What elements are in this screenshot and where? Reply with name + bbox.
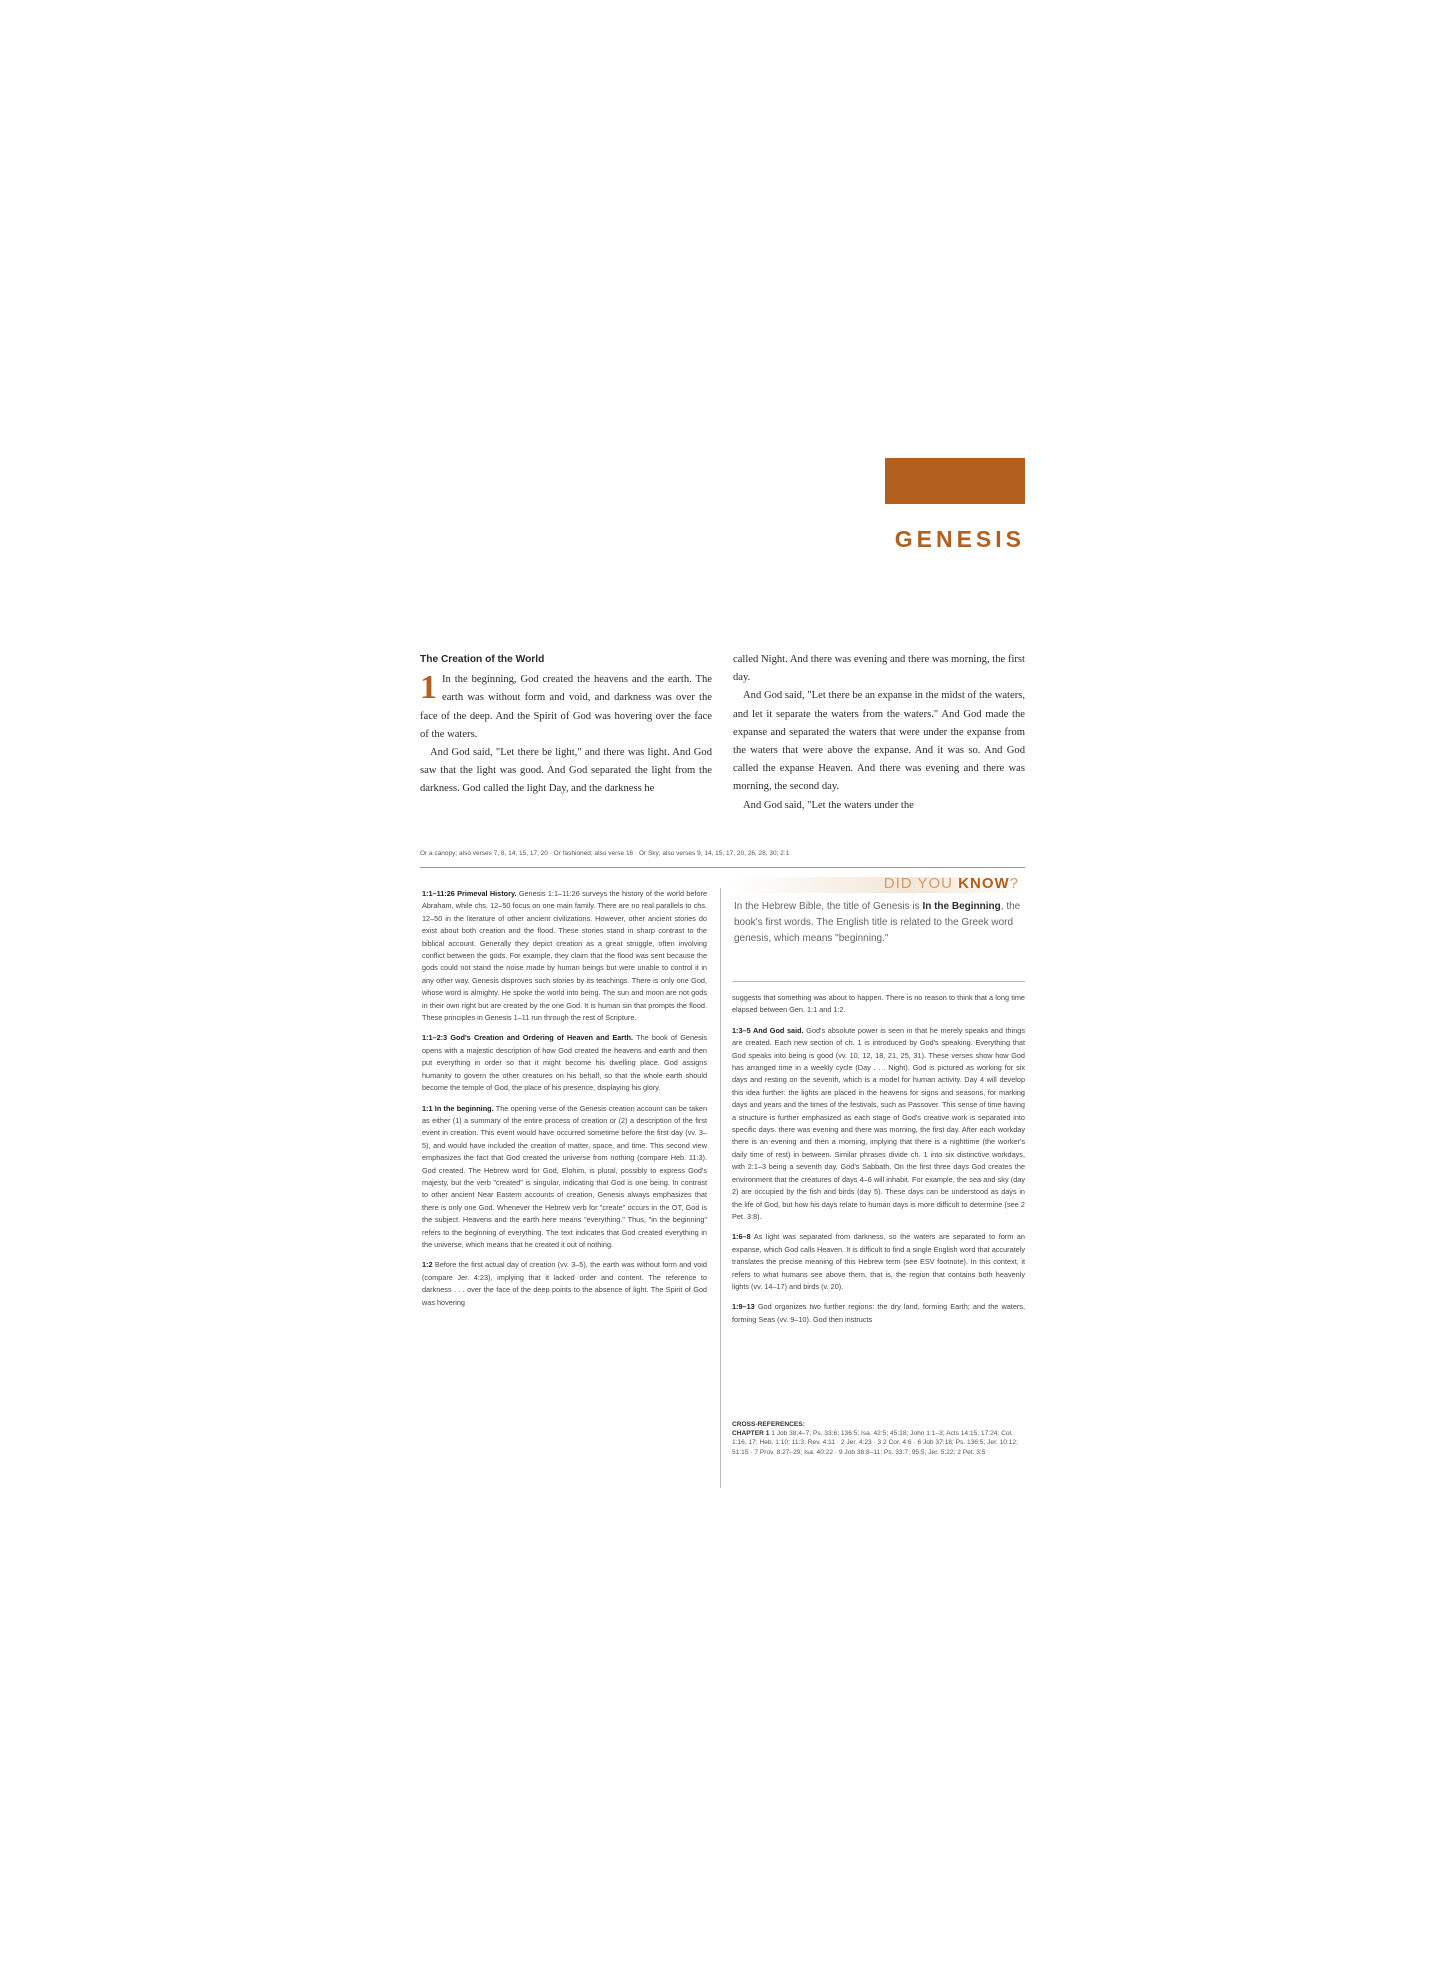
dyk-text: In the Hebrew Bible, the title of Genesis is <box>734 901 923 912</box>
did-you-know-box <box>732 873 1025 982</box>
dyk-title-light: DID YOU <box>883 875 959 892</box>
note-ref: 1:9–13 <box>732 1302 755 1312</box>
horizontal-divider <box>420 867 1025 868</box>
scripture-paragraph: In the beginning, God created the heavens and the earth. The earth was without form and void, and darkness was over the face of the deep. And the Spirit of God was hovering over the face of the waters. <box>420 674 712 740</box>
study-note <box>422 1259 707 1309</box>
scripture-text <box>420 651 1025 831</box>
did-you-know-title <box>884 875 1019 892</box>
cross-references-text: 1 Job 38:4–7; Ps. 33:6; 136:5; Isa. 42:5; 45:18; John 1:1–3; Acts 14:15; 17:24; Col. 1:16, 17; Heb. 1:10; 11:3; Rev. 4:11 · 2 Jer. 4:23 · 3 2 Cor. 4:6 · 6 Job 37:18; Ps. 136:5; Jer. 10:12; 51:15 · 7 Prov. 8:27–29; Isa. 40:22 · 9 Job 38:8–11; Ps. 33:7; 95:5; Jer. 5:22; 2 Pet. 3:5 <box>732 1430 1018 1456</box>
cross-references-chapter: CHAPTER 1 <box>732 1430 770 1438</box>
column-divider <box>720 888 721 1488</box>
note-ref: 1:1–2:3 God's Creation and Ordering of Heaven and Earth. <box>422 1033 634 1043</box>
note-text: God organizes two further regions: the dry land, forming Earth; and the waters, forming Seas (vv. 9–10). God then instructs <box>732 1302 1026 1324</box>
did-you-know-text <box>734 899 1022 947</box>
section-heading: The Creation of the World <box>420 654 545 665</box>
note-ref: 1:1 In the beginning. <box>422 1103 494 1113</box>
study-note <box>732 1301 1025 1326</box>
scripture-column-left <box>420 651 712 799</box>
study-note <box>422 1103 707 1252</box>
note-text: The book of Genesis opens with a majestic description of how God created the heavens and earth and then put everything in order so that it might become his dwelling place. God assigns humanity to govern the other creatures on his behalf, so that the whole earth should become the temple of God, the place of his presence, displaying his glory. <box>422 1033 707 1093</box>
study-note <box>422 888 707 1024</box>
cross-references-heading: CROSS-REFERENCES: <box>732 1421 805 1428</box>
scripture-paragraph: called Night. And there was evening and there was morning, the first day. <box>733 654 1025 684</box>
cross-references <box>732 1420 1025 1457</box>
study-notes-right <box>732 992 1025 1334</box>
chapter-number: 1 <box>420 669 437 707</box>
note-ref: 1:1–11:26 Primeval History. <box>422 889 517 898</box>
note-text: suggests that something was about to happen. There is no reason to think that a long time elapsed between Gen. 1:1 and 1:2. <box>732 993 1025 1015</box>
study-note <box>732 1025 1025 1224</box>
note-text: The opening verse of the Genesis creation account can be taken as either (1) a summary of the entire process of creation or (2) a description of the first event in creation. This event would have occurred sometime before the first day (vv. 3–5), and would have included the creation of matter, space, and time. This second view emphasizes the fact that God created the universe from nothing (compare Heb. 11:3). God created. The Hebrew word for God, Elohim, is plural, possibly to express God's majesty, but the verb "created" is singular, indicating that God is one being. In contrast to other ancient Near Eastern accounts of creation, Genesis always emphasizes that there is only one God. Whenever the Hebrew verb for "create" occurs in the OT, God is the subject. Heavens and the earth here means "everything." Thus, "in the beginning" refers to the beginning of everything. The text indicates that God created everything in the universe, which means that he created it out of nothing. <box>422 1103 707 1249</box>
note-text: Before the first actual day of creation (vv. 3–5), the earth was without form and void (compare Jer. 4:23), implying that it lacked order and content. The reference to darkness . . . over the face of the deep points to the absence of light. The Spirit of God was hovering <box>422 1260 707 1307</box>
scripture-paragraph: And God said, "Let there be an expanse in the midst of the waters, and let it separate the waters from the waters." And God made the expanse and separated the waters that were under the expanse from the waters that were above the expanse. And it was so. And God called the expanse Heaven. And there was evening and there was morning, the second day. <box>733 690 1025 793</box>
dyk-title-mark: ? <box>1009 875 1019 892</box>
dyk-title-bold: KNOW <box>958 875 1010 892</box>
note-ref: 1:2 <box>422 1260 433 1270</box>
study-note <box>422 1032 707 1094</box>
dyk-text-bold: In the Beginning <box>922 901 1001 912</box>
study-note <box>732 1231 1025 1293</box>
dyk-text: , the book's first words. The English title is related to the Greek word genesis, which means "beginning." <box>734 901 1021 944</box>
book-title: GENESIS <box>894 526 1025 552</box>
note-ref: 1:6–8 <box>732 1232 751 1242</box>
study-note <box>732 992 1025 1017</box>
translation-footnotes: Or a canopy; also verses 7, 8, 14, 15, 17, 20 · Or fashioned; also verse 16 · Or Sky; also verses 9, 14, 15, 17, 20, 26, 28, 30; 2:1 <box>420 850 790 857</box>
book-color-tab <box>885 458 1025 504</box>
scripture-paragraph: And God said, "Let the waters under the <box>743 799 914 811</box>
scripture-paragraph: And God said, "Let there be light," and there was light. And God saw that the light was good. And God separated the light from the darkness. God called the light Day, and the darkness he <box>420 747 712 795</box>
study-notes-left <box>422 888 707 1317</box>
bible-page <box>420 458 1025 1488</box>
note-text: As light was separated from darkness, so the waters are separated to form an expanse, which God calls Heaven. It is difficult to find a single English word that accurately translates the precise meaning of this Hebrew term (see ESV footnote). In this context, it refers to what humans see above them, that is, the region that contains both heavenly lights (vv. 14–17) and birds (v. 20). <box>732 1232 1025 1291</box>
note-text: God's absolute power is seen in that he merely speaks and things are created. Each new section of ch. 1 is introduced by God's speaking. Everything that God speaks into being is good (vv. 10, 12, 18, 21, 25, 31). These verses show how God has arranged time in a weekly cycle (Day . . . Night). God is pictured as working for six days and resting on the seventh, which is a model for human activity. Day 4 will develop this idea further: the lights are placed in the heavens for signs and seasons, for marking days and years and the times of the festivals, such as Passover. This sense of time having a structure is further emphasized as each stage of God's creative work is separated into specific days. there was evening and there was morning, the first day. After each workday there is an evening and then a morning, implying that there is a nighttime (the worker's daily time of rest) in between. Similar phrases divide ch. 1 into six distinctive workdays, with 2:1–3 being a seventh day, God's Sabbath. On the first three days God creates the environment that the creatures of days 4–6 will inhabit. For example, the sea and sky (day 2) are occupied by the fish and birds (day 5). These days can be understood as days in the life of God, but how his days relate to human days is more difficult to determine (see 2 Pet. 3:8). <box>732 1025 1025 1221</box>
note-text: Genesis 1:1–11:26 surveys the history of the world before Abraham, while chs. 12–50 focus on one main family. There are no real parallels to chs. 12–50 in the literature of other ancient civilizations. However, other ancient stories do exist about both creation and the flood. These stories stand in sharp contrast to the biblical account. Generally they depict creation as a great struggle, often involving conflict between the gods. For example, they claim that the flood was sent because the gods could not stand the noise made by human beings but were unable to control it in any other way. Genesis disproves such stories by its teachings. There is only one God, whose word is almighty. He spoke the world into being. The sun and moon are not gods in their own right but are created by the one God. It is human sin that prompts the flood. These principles in Genesis 1–11 run through the rest of Scripture. <box>422 889 707 1023</box>
scripture-column-right <box>733 651 1025 815</box>
note-ref: 1:3–5 And God said. <box>732 1025 804 1035</box>
